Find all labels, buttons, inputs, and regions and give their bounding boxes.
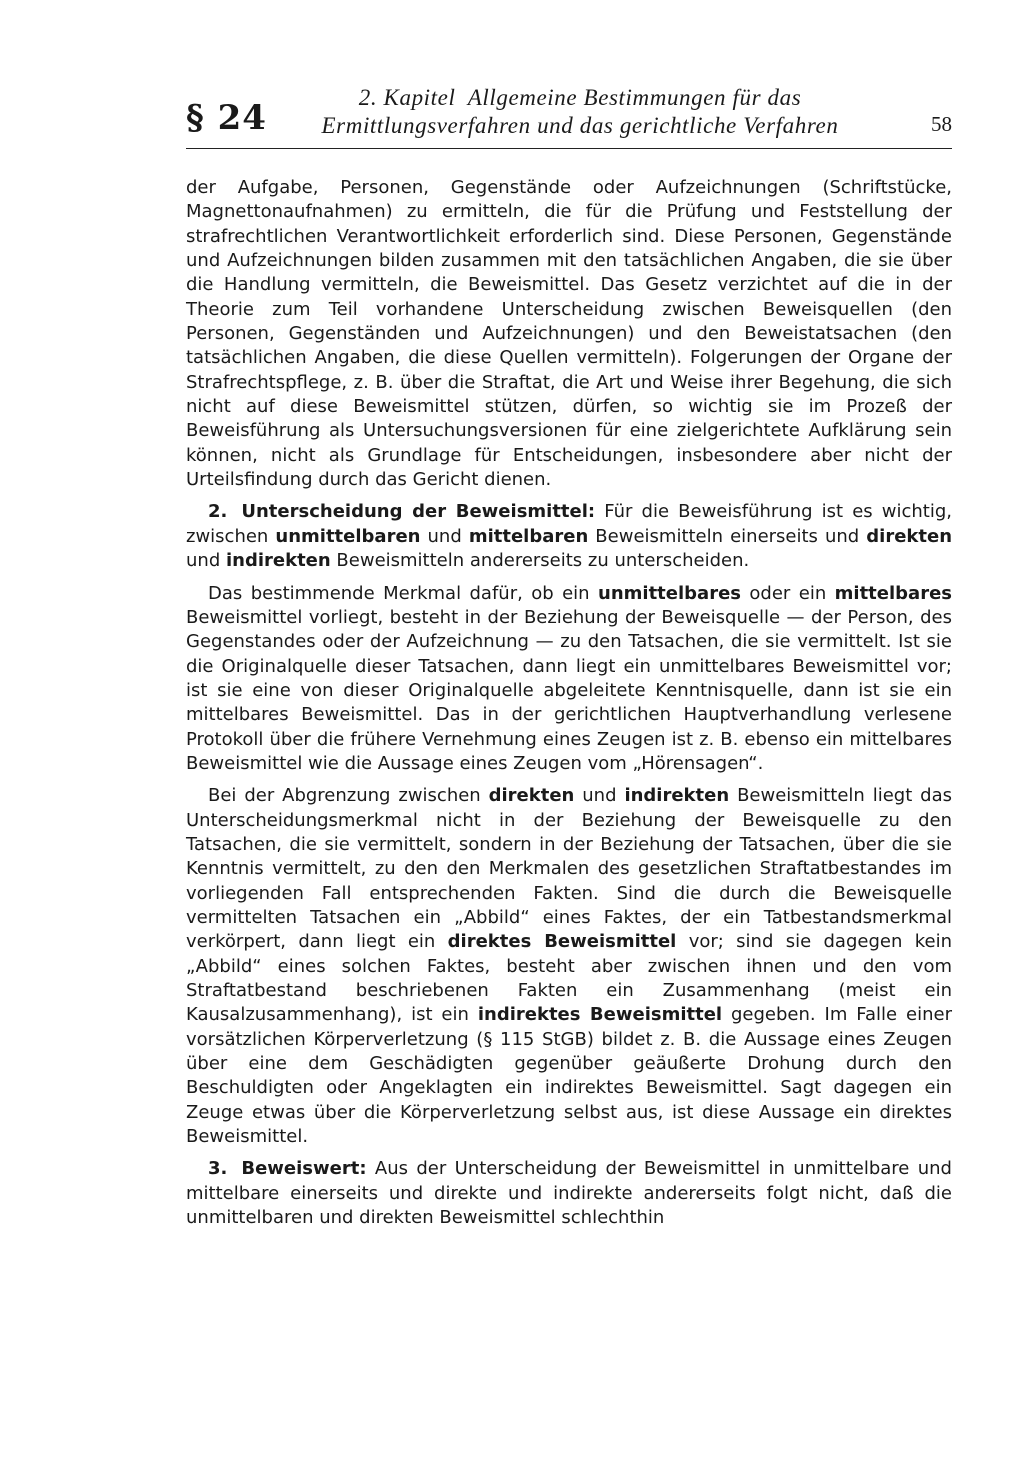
body-text bbox=[186, 176, 952, 1230]
header-rule bbox=[186, 148, 952, 149]
text-run: oder ein bbox=[741, 582, 835, 604]
text-run: Für die Beweisführung ist es wichtig, zwischen bbox=[186, 501, 952, 547]
bold-term: direkten bbox=[488, 785, 575, 807]
section-mark: § 24 bbox=[186, 98, 267, 138]
chapter-title bbox=[290, 84, 870, 140]
page-number: 58 bbox=[931, 112, 952, 136]
text-run: Beweismitteln einerseits und bbox=[588, 525, 867, 547]
text-run: und bbox=[186, 550, 226, 572]
bold-term: direkten bbox=[866, 525, 953, 547]
text-run: Das bestimmende Merkmal dafür, ob ein bbox=[208, 582, 599, 604]
paragraph-5 bbox=[186, 1157, 952, 1230]
text-run: Beweismittel vorliegt, besteht in der Beziehung der Beweisquelle — der Person, des Gegenstandes oder der Aufzeichnung — zu den Tatsachen, die sie vermittelt. Ist sie die Originalquelle dieser Tatsachen, dann liegt ein unmittelbares Beweismittel vor; ist sie eine von dieser Originalquelle abgeleitete Kenntnisquelle, dann ist sie ein mittelbares Beweismittel. Das in der gerichtlichen Hauptverhandlung verlesene Protokoll über die frühere Vernehmung eines Zeugen ist z. B. ebenso ein mittelbares Beweismittel wie die Aussage eines Zeugen vom „Hörensagen“. bbox=[186, 606, 952, 774]
bold-term: unmittelbares bbox=[598, 582, 741, 604]
text-run: gegeben. Im Falle einer vorsätzlichen Körperverletzung (§ 115 StGB) bildet z. B. die Aussage eines Zeugen über eine dem Geschädigten gegenüber geäußerte Drohung durch den Beschuldigten oder Angeklagten ein indirektes Beweismittel. Sagt dagegen ein Zeuge etwas über die Körperverletzung selbst aus, ist diese Aussage ein direktes Beweismittel. bbox=[186, 1004, 952, 1148]
text-run: und bbox=[420, 525, 469, 547]
section-number: 3. bbox=[208, 1158, 228, 1180]
paragraph-3 bbox=[186, 582, 952, 777]
bold-term: indirektes Beweismittel bbox=[477, 1004, 723, 1026]
section-heading: Unterscheidung der Beweismittel: bbox=[241, 501, 596, 523]
section-number: 2. bbox=[208, 501, 228, 523]
chapter-title-line-2: Ermittlungsverfahren und das gerichtliche Verfahren bbox=[321, 113, 839, 138]
text-run: Beweismitteln liegt das Unterscheidungsmerkmal nicht in der Beziehung der Beweisquelle zu den Tatsachen, die sie vermittelt, sondern in der Beziehung der Tatsachen, über die sie Kenntnis vermittelt, zu den den Merkmalen des gesetzlichen Straftatbestandes im vorliegenden Fall entsprechenden Fakten. Sind die durch die Beweisquelle vermittelten Tatsachen ein „Abbild“ eines Faktes, der ein Tatbestandsmerkmal verkörpert, dann liegt ein bbox=[186, 785, 953, 953]
bold-term: mittelbares bbox=[834, 582, 952, 604]
text-run: Beweismitteln andererseits zu unterscheiden. bbox=[330, 550, 750, 572]
chapter-title-line-1: 2. Kapitel Allgemeine Bestimmungen für das bbox=[358, 85, 802, 110]
section-heading: Beweiswert: bbox=[241, 1158, 367, 1180]
bold-term: direktes Beweismittel bbox=[447, 931, 677, 953]
text-run: Aus der Unterscheidung der Beweismittel in unmittelbare und mittelbare einerseits und direkte und indirekte andererseits folgt nicht, daß die unmittelbaren und direkten Beweismittel schlechthin bbox=[186, 1158, 952, 1229]
text-run: und bbox=[574, 785, 625, 807]
paragraph-2 bbox=[186, 500, 952, 573]
paragraph-1: der Aufgabe, Personen, Gegenstände oder Aufzeichnungen (Schriftstücke, Magnettonaufnahmen) zu ermitteln, die für die Prüfung und Feststellung der strafrechtlichen Verantwortlichkeit erforderlich sind. Diese Personen, Gegenstände und Aufzeichnungen bilden zusammen mit den tatsächlichen Angaben, die sie über die Handlung vermitteln, die Beweismittel. Das Gesetz verzichtet auf die in der Theorie zum Teil vorhandene Unterscheidung zwischen Beweisquellen (den Personen, Gegenständen und Aufzeichnungen) und den Beweistatsachen (den tatsächlichen Angaben, die diese Quellen vermitteln). Folgerungen der Organe der Strafrechtspflege, z. B. über die Straftat, die Art und Weise ihrer Begehung, die sich nicht auf diese Beweismittel stützen, dürfen, so wichtig sie im Prozeß der Beweisführung als Untersuchungsversionen für eine zielgerichtete Aufklärung sein können, nicht als Grundlage für Entscheidungen, insbesondere aber nicht der Urteilsfindung durch das Gericht dienen. bbox=[186, 177, 952, 491]
bold-term: unmittelbaren bbox=[275, 525, 421, 547]
bold-term: indirekten bbox=[225, 550, 331, 572]
paragraph-4 bbox=[186, 784, 952, 1149]
bold-term: mittelbaren bbox=[468, 525, 589, 547]
running-header bbox=[186, 84, 952, 144]
text-run: vor; sind sie dagegen kein „Abbild“ eines solchen Faktes, besteht aber zwischen ihnen und den vom Straftatbestand beschriebenen Fakten ein Zusammenhang (meist ein Kausalzusammenhang), ist ein bbox=[186, 931, 952, 1026]
text-run: Bei der Abgrenzung zwischen bbox=[208, 785, 489, 807]
bold-term: indirekten bbox=[624, 785, 730, 807]
